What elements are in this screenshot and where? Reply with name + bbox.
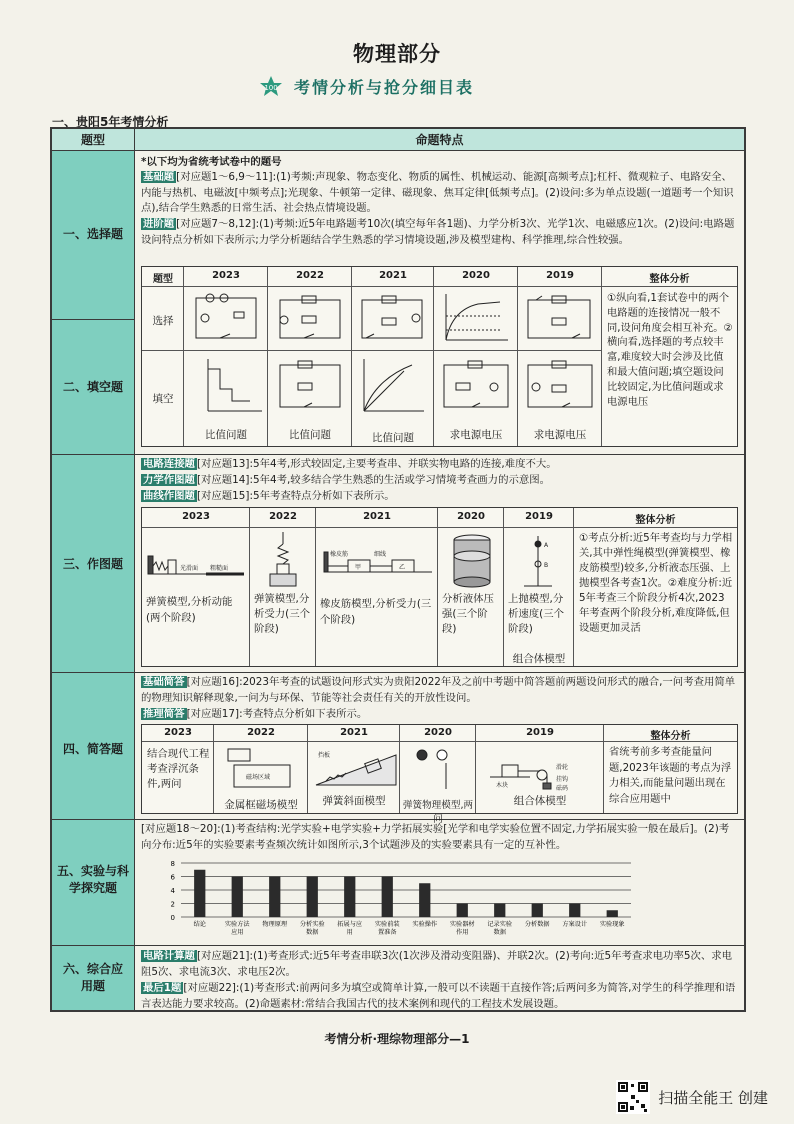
fig-thread-label: 细线 (374, 551, 387, 558)
bar-3 (307, 877, 318, 918)
bar-0 (194, 870, 205, 917)
cell-2023: 结合现代工程考查浮沉条件,两问 (147, 748, 210, 790)
row-divider (52, 454, 744, 455)
force-drawing-paragraph (141, 473, 739, 489)
bar-5 (382, 877, 393, 918)
cell-2023: 弹簧模型,分析动能(两个阶段) (146, 596, 233, 624)
x-tick-label: 实验器材 (449, 921, 475, 928)
graph-2023 (190, 355, 264, 417)
year-2023: 2023 (182, 511, 210, 522)
caption-2019: 组合体模型 (513, 795, 567, 807)
caption-2021: 弹簧斜面模型 (322, 795, 386, 807)
row-label-short-answer: 四、简答题 (62, 742, 123, 756)
bar-4 (344, 877, 355, 918)
cell-divider (142, 267, 184, 446)
x-tick-label: 数据 (493, 929, 506, 936)
row-label-choice: 一、选择题 (62, 227, 123, 241)
experiment-frequency-chart (141, 859, 641, 943)
x-tick-label: 实验现象 (599, 921, 625, 928)
year-2023: 2023 (212, 270, 240, 281)
y-tick-label: 2 (170, 900, 175, 909)
row-choice: 选择 (152, 315, 174, 327)
spring-model-2023 (146, 534, 246, 584)
fig-light-label: 光滑面 (180, 565, 199, 572)
circuit-calc-text: [对应题21]:(1)考查形式:近5年考查串联3次(1次涉及滑动变阻器)、并联2次。(2)考向:近5年考查求电功率5次、求电阻5次、求电流3次、求电压2次。 (141, 950, 733, 978)
circuit-diagram-2019 (522, 292, 596, 346)
page-title: 物理部分 (353, 42, 441, 66)
combo-model-2019 (486, 743, 596, 793)
reasoning-subtable (141, 724, 738, 825)
circuit-fill-2019 (522, 357, 598, 415)
fig-pulley-label: 滑轮 (556, 764, 569, 771)
x-tick-label: 记录实验 (487, 921, 513, 928)
bar-7 (457, 904, 468, 918)
row-divider (52, 945, 744, 946)
advanced-text: [对应题7～8,12]:(1)考频:近5年电路题考10次(填空每年各1题)、力学分析3次、光学1次、电磁感应1次。(2)设问:电路题设问特点分析如下表所示;力学分析题结合学生熟悉的学习情境设题,涉及模型建构、科学推理,综合性较强。 (141, 218, 735, 246)
fig-weight-label: 砝码 (556, 785, 569, 792)
spring-physics-2020 (406, 743, 470, 793)
row-fill: 填空 (152, 393, 174, 405)
curve-drawing-text: [对应题15]:5年考查特点分析如下表所示。 (196, 490, 395, 502)
x-tick-label: 分析实验 (299, 921, 325, 928)
caption-2021: 比值问题 (372, 432, 414, 444)
caption-2023: 比值问题 (205, 429, 247, 441)
x-tick-label: 置准备 (377, 929, 397, 936)
year-2020: 2020 (462, 270, 490, 281)
banner-title: 考情分析与抢分细目表 (294, 77, 475, 97)
col-analysis: 整体分析 (650, 731, 691, 742)
year-2022: 2022 (247, 727, 275, 738)
circuit-connect-text: [对应题13]:5年4考,形式较固定,主要考查串、并联实物电路的连接,难度不大。 (196, 458, 557, 470)
cell-2019: 上抛模型,分析速度(三个阶段) (508, 593, 565, 635)
bar-6 (419, 883, 430, 917)
force-drawing-text: [对应题14]:5年4考,较多结合学生熟悉的生活或学习情境考查画力的示意图。 (196, 474, 551, 486)
fig-stop-label: 挡板 (318, 752, 331, 759)
circuit-calc-paragraph (141, 949, 739, 980)
last-question-tag: 最后1题 (143, 982, 182, 994)
curve-drawing-paragraph (141, 489, 739, 505)
bar-11 (607, 910, 618, 917)
basic-short-text: [对应题16]:2023年考查的试题设问形式实为贵阳2022年及之前中考题中简答题前两题设问形式的融合,一问考查用简单的物理知识解释现象,一问为与环保、节能等社会责任有关的开放性设问。 (141, 676, 736, 704)
cell-divider (142, 508, 250, 666)
row-label-comprehensive: 六、综合应用题 (62, 962, 123, 993)
fig-jia-label: 甲 (355, 564, 362, 571)
iu-graph-2021 (356, 355, 428, 417)
row-divider (142, 350, 602, 351)
bar-8 (494, 904, 505, 918)
x-tick-label: 拓展与应 (337, 921, 363, 928)
reasoning-text: [对应题17]:考查特点分析如下表所示。 (186, 708, 368, 720)
row-divider (602, 286, 737, 287)
rubber-band-2021 (322, 534, 434, 584)
row-label-drawing: 三、作图题 (62, 557, 123, 571)
fig-block-label: 木块 (496, 782, 509, 789)
caption-2022: 金属框磁场模型 (224, 799, 298, 811)
row-divider (52, 672, 744, 673)
col-analysis: 整体分析 (649, 274, 690, 285)
force-drawing-tag: 力学作图题 (143, 474, 195, 486)
header-type: 题型 (52, 129, 134, 151)
year-2021: 2021 (363, 511, 391, 522)
basic-question-paragraph (141, 170, 739, 217)
caption-2022: 比值问题 (289, 429, 331, 441)
star-badge-icon (258, 75, 284, 97)
experiment-paragraph: [对应题18～20]:(1)考查结构:光学实验+电学实验+力学拓展实验[光学和电学实验位置不固定,力学拓展实验一般在最后]。(2)考向分布:近5年的实验要素考查频次统计如图所示,3个试题涉及的实验要素具有一定的互补性。 (141, 823, 730, 851)
x-tick-label: 用 (346, 929, 353, 936)
circuit-fill-2022 (274, 355, 346, 417)
fig-magnet-label: 磁场区域 (246, 774, 271, 781)
circuit-connect-tag: 电路连接题 (143, 458, 195, 470)
analysis-circuit: ①纵向看,1套试卷中的两个电路题的连接情况一般不同,设问角度会相互补充。②横向看,选择题的考点较丰富,难度较大时会涉及比值和最大值问题;填空题设问比较固定,为比值问题或求电源电压 (607, 292, 733, 408)
section-heading: 一、贵阳5年考情分析 (52, 115, 169, 129)
year-2019: 2019 (526, 727, 554, 738)
fig-hook-label: 挂钩 (556, 776, 569, 783)
x-tick-label: 实验方法 (224, 921, 250, 928)
year-2023: 2023 (164, 727, 192, 738)
row-divider (52, 819, 744, 820)
fig-a-label: A (544, 542, 549, 549)
y-tick-label: 6 (170, 873, 175, 882)
row-divider (52, 319, 134, 320)
page-footer: 考情分析·理综物理部分—1 (324, 1032, 470, 1046)
fig-rubber-label: 橡皮筋 (330, 551, 349, 558)
last-question-paragraph (141, 981, 739, 1012)
x-tick-label: 结论 (193, 921, 206, 928)
x-tick-label: 方案设计 (562, 921, 588, 928)
circuit-connect-paragraph (141, 457, 739, 473)
x-tick-label: 实验操作 (412, 921, 438, 928)
note: *以下均为省统考试卷中的题号 (141, 156, 282, 168)
year-2019: 2019 (546, 270, 574, 281)
cell-2020: 分析液体压强(三个阶段) (442, 593, 494, 635)
year-2022: 2022 (269, 511, 297, 522)
circuit-fill-2020 (438, 357, 514, 415)
column-divider (134, 129, 135, 1010)
x-tick-label: 作用 (456, 929, 469, 936)
year-2019: 2019 (525, 511, 553, 522)
y-tick-label: 0 (170, 914, 175, 922)
bar-1 (232, 877, 243, 918)
y-tick-label: 8 (170, 860, 175, 868)
circuit-diagram-2021 (356, 292, 428, 346)
x-tick-label: 实验前装 (374, 921, 400, 928)
caption-2020: 求电源电压 (449, 429, 503, 441)
caption-2019: 求电源电压 (533, 429, 587, 441)
row-label-fill: 二、填空题 (62, 380, 123, 394)
fig-b-label: B (544, 562, 549, 569)
bar-9 (532, 904, 543, 918)
x-tick-label: 分析数据 (524, 921, 550, 928)
scanner-watermark (616, 1080, 768, 1114)
header-features: 命题特点 (135, 129, 744, 151)
throw-up-2019 (514, 532, 562, 592)
cell-2022: 弹簧模型,分析受力(三个阶段) (254, 593, 311, 635)
cell-2021: 橡皮筋模型,分析受力(三个阶段) (320, 598, 432, 626)
bar-10 (569, 904, 580, 918)
cell-divider (316, 508, 438, 666)
spring-vertical-2022 (260, 530, 306, 590)
reasoning-short-answer-paragraph (141, 707, 739, 723)
analysis-reasoning: 省统考前多考查能量问题,2023年该题的考点为浮力相关,而能量问题出现在综合应用题中 (609, 746, 732, 805)
col-analysis: 整体分析 (635, 515, 676, 526)
spring-slope-2021 (312, 745, 398, 789)
fig-rough-label: 粗糙面 (210, 565, 229, 572)
analysis-table (50, 127, 746, 1012)
last-question-text: [对应题22]:(1)考查形式:前两问多为填空或简单计算,一般可以不读题干直接作答;后两问多为简答,对学生的科学推理和语言表达能力要求较高。(2)命题素材:常结合我国古代的技术案例和现代的工程技术发展设题。 (141, 982, 736, 1010)
x-tick-label: 数据 (306, 929, 319, 936)
year-2020: 2020 (424, 727, 452, 738)
curve-subtable (141, 507, 738, 667)
circuit-subtable (141, 266, 738, 447)
year-2021: 2021 (379, 270, 407, 281)
basic-short-answer-paragraph (141, 675, 739, 706)
basic-short-tag: 基础简答 (143, 676, 185, 688)
year-2021: 2021 (340, 727, 368, 738)
svg-text:100: 100 (264, 84, 278, 92)
analysis-curve: ①考点分析:近5年考查均与力学相关,其中弹性绳模型(弹簧模型、橡皮筋模型)较多,分析液态压强、上抛模型各考查1次。②难度分析:近5年考查三个阶段分析4次,2023年考查两个阶段分析,难度降低,但设题更加灵活 (579, 532, 733, 634)
year-2022: 2022 (296, 270, 324, 281)
qr-code-icon (616, 1080, 650, 1114)
x-tick-label: 物理原理 (262, 921, 288, 928)
basic-text: [对应题1～6,9～11]:(1)考频:声现象、物态变化、物质的属性、机械运动、能源[高频考点];杠杆、微观粒子、电路安全、内能与热机、电磁波[中频考点];光现象、牛顿第一定律、磁现象、焦耳定律[低频考点]。(2)设问:多为单点设题(一道题考一个知识点),结合学生熟悉的日常生活、社会热点情境设题。 (141, 171, 734, 214)
col-type: 题型 (153, 274, 173, 285)
fig-yi-label: 乙 (399, 564, 406, 571)
watermark-text: 扫描全能王 创建 (658, 1088, 768, 1107)
section-banner (258, 74, 548, 98)
basic-tag: 基础题 (143, 171, 175, 183)
reasoning-tag: 推理简答 (143, 708, 185, 720)
bar-2 (269, 877, 280, 918)
row-divider (142, 527, 737, 528)
circuit-diagram-2022 (274, 292, 346, 346)
liquid-container-2020 (448, 532, 496, 588)
circuit-calc-tag: 电路计算题 (143, 950, 195, 962)
y-tick-label: 4 (170, 887, 175, 895)
year-2020: 2020 (457, 511, 485, 522)
advanced-tag: 进阶题 (143, 218, 175, 230)
caption-combo-model: 组合体模型 (512, 653, 566, 665)
advanced-question-paragraph (141, 217, 739, 248)
magnetic-frame-2022 (222, 745, 302, 791)
curve-drawing-tag: 曲线作图题 (143, 490, 195, 502)
row-divider (142, 286, 602, 287)
iu-graph-2020 (438, 290, 512, 348)
x-tick-label: 应用 (231, 929, 244, 936)
circuit-diagram-2023 (190, 292, 262, 346)
caption-2020: 弹簧物理模型,两问 (402, 800, 474, 825)
row-label-experiment: 五、实验与科学探究题 (56, 864, 129, 895)
